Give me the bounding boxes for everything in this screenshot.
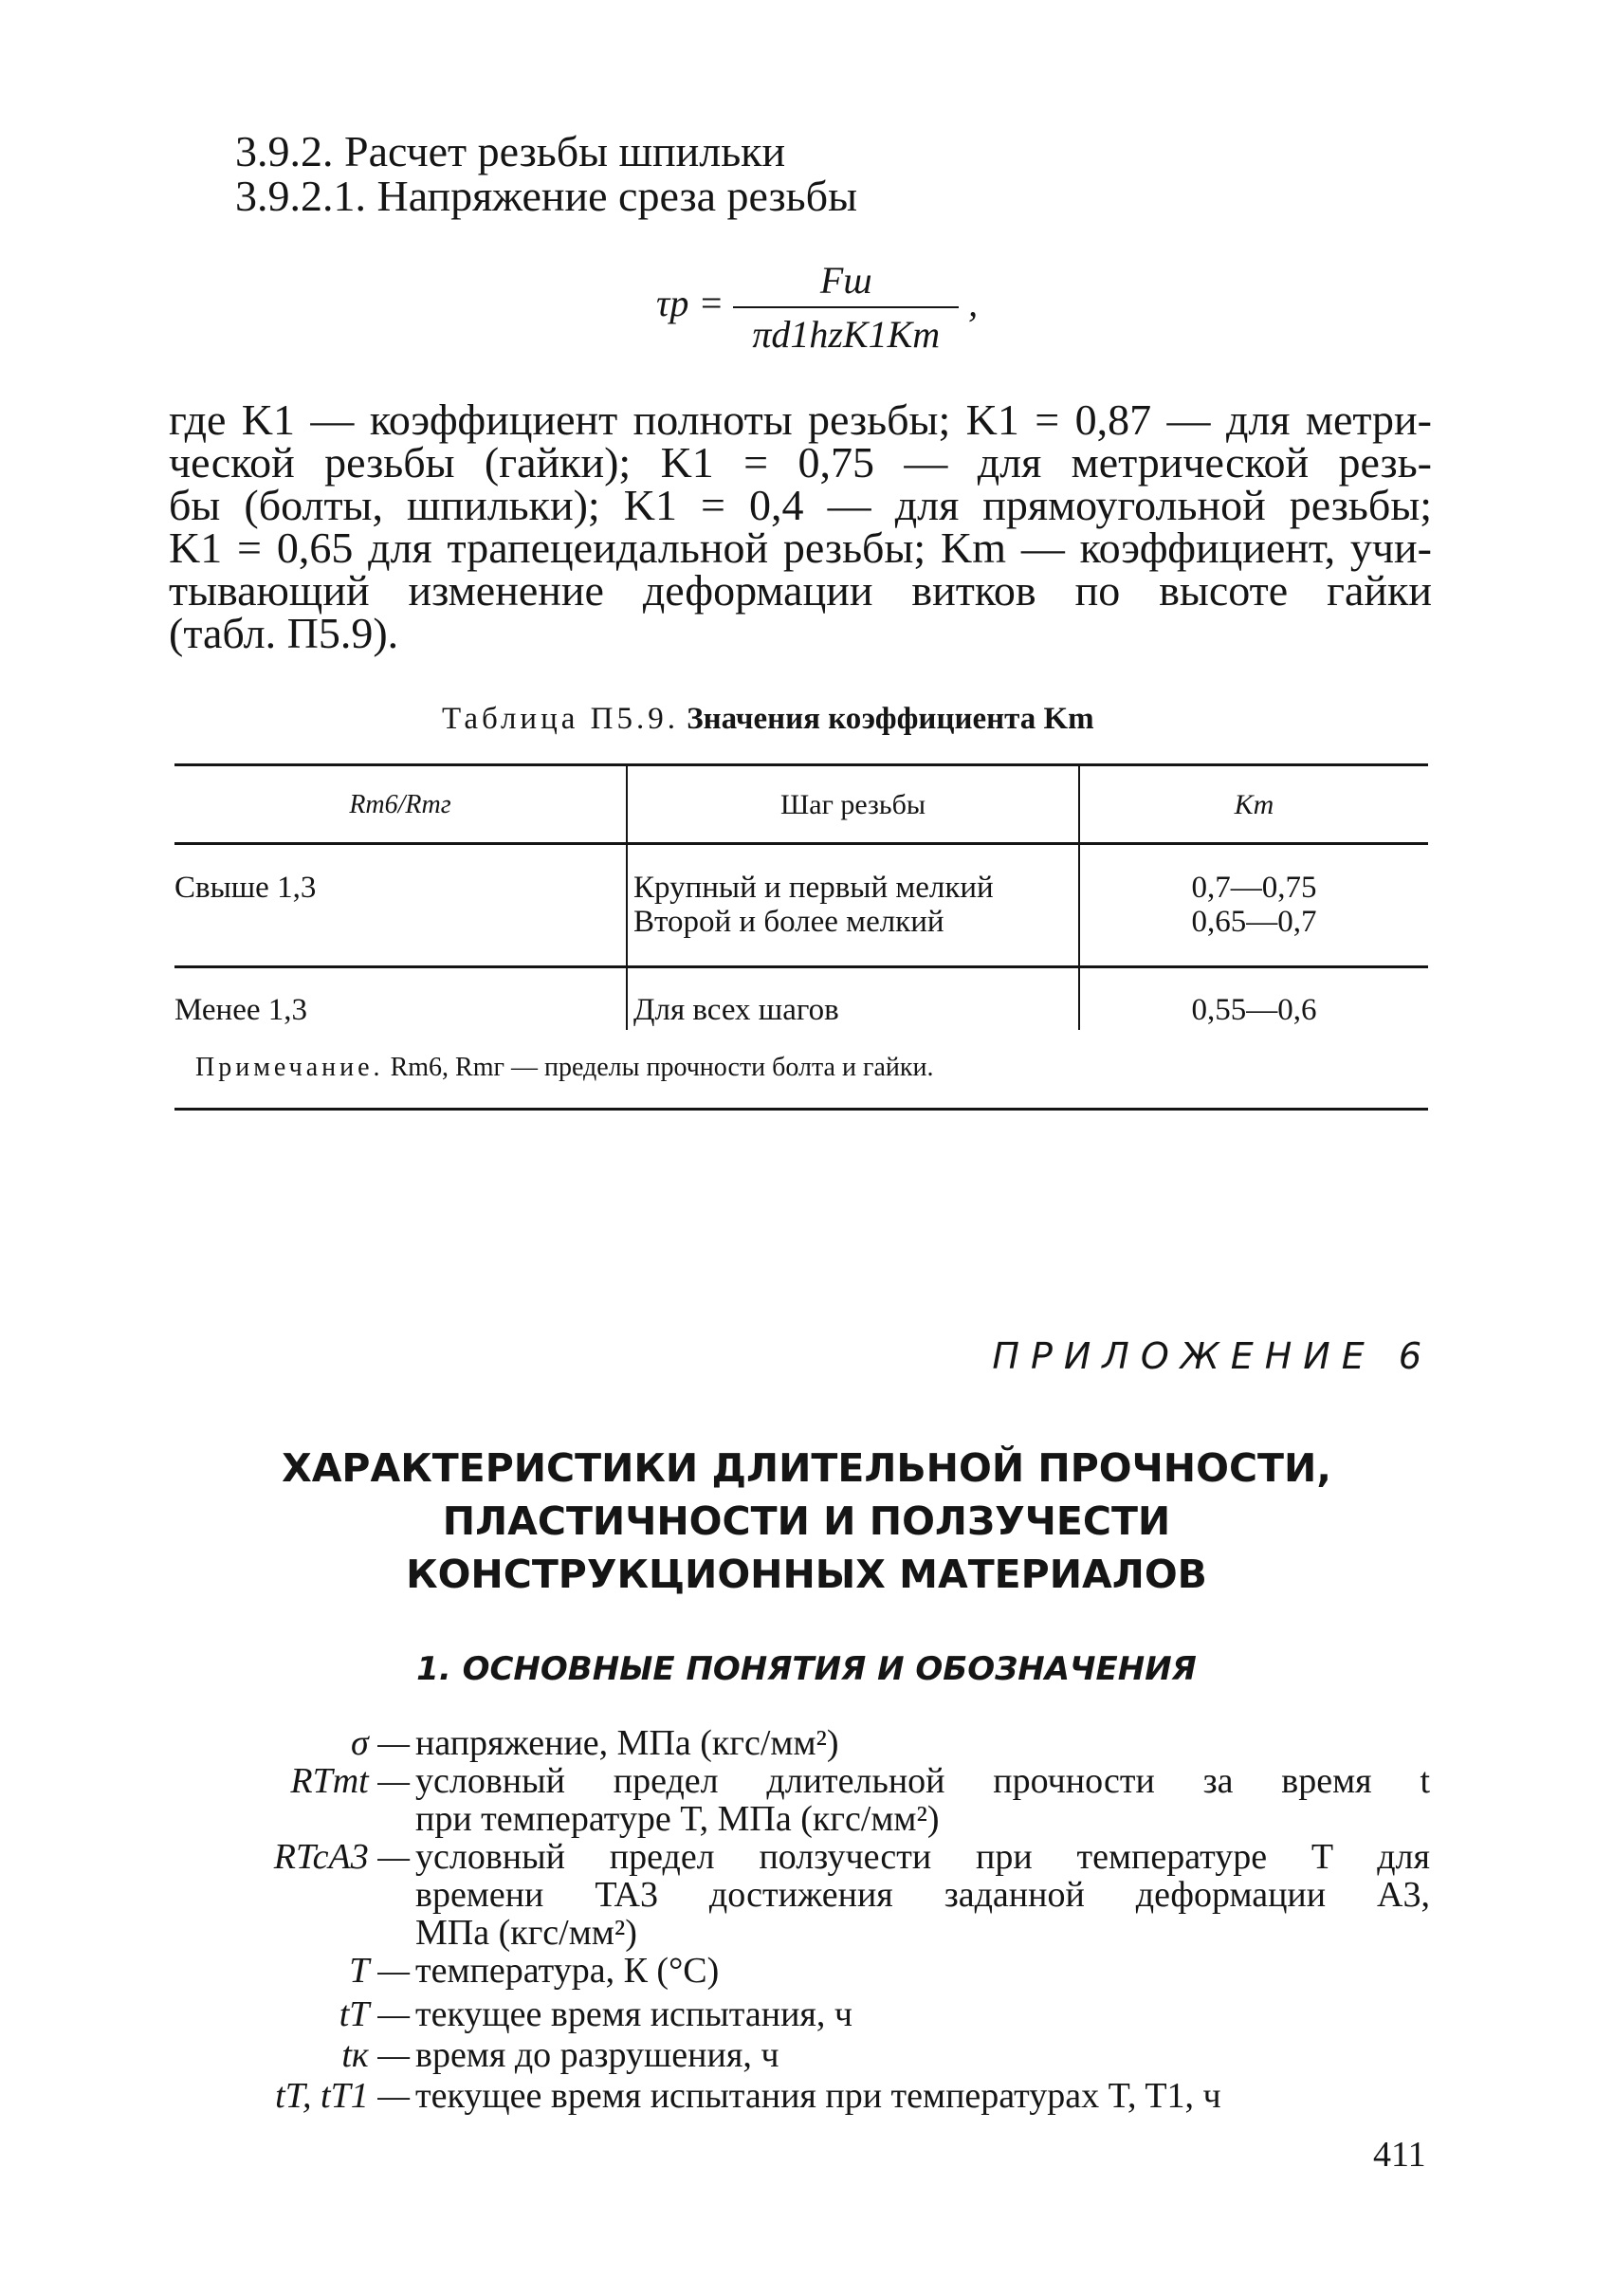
formula-numerator: Fш bbox=[733, 258, 959, 308]
formula-lhs: τp = bbox=[656, 282, 724, 325]
definition-symbol: RTmt — bbox=[290, 1761, 410, 1801]
definition-symbol: σ — bbox=[350, 1723, 410, 1763]
definition-item bbox=[349, 1951, 1430, 1991]
paragraph-line: тывающий изменение деформации витков по высоте гайки bbox=[169, 566, 1432, 615]
definition-text: напряжение, МПа (кгс/мм²) bbox=[415, 1723, 839, 1763]
paragraph-line: (табл. П5.9). bbox=[169, 609, 399, 657]
table-cell-pitch: Второй и более мелкий bbox=[633, 905, 944, 939]
definition-text: время до разрушения, ч bbox=[415, 2035, 779, 2075]
definition-text: при температуре T, МПа (кгс/мм²) bbox=[415, 1799, 940, 1839]
definition-item bbox=[273, 1837, 1430, 1953]
table-caption-prefix: Таблица П5.9. bbox=[442, 702, 679, 736]
table-header-km: Km bbox=[1234, 789, 1274, 820]
table-header-pitch: Шаг резьбы bbox=[779, 789, 926, 820]
definition-text: МПа (кгс/мм²) bbox=[415, 1913, 637, 1953]
definition-symbol: tT — bbox=[339, 1994, 410, 2034]
table-cell-km: 0,7—0,75 bbox=[1191, 871, 1317, 905]
paragraph-line: ческой резьбы (гайки); K1 = 0,75 — для метрической резь- bbox=[169, 438, 1432, 487]
explanation-paragraph bbox=[169, 395, 1432, 657]
table-caption-title: Значения коэффициента Km bbox=[687, 702, 1094, 736]
definition-text: температура, К (°С) bbox=[415, 1951, 720, 1991]
table-header-ratio: Rm6/Rmг bbox=[349, 790, 451, 819]
definition-item bbox=[290, 1761, 1430, 1839]
table-cell-ratio: Свыше 1,3 bbox=[174, 871, 317, 905]
table-cell-ratio: Менее 1,3 bbox=[174, 993, 308, 1027]
shear-stress-formula bbox=[656, 258, 978, 357]
table-top-rule bbox=[174, 763, 1428, 766]
definition-text: условный предел ползучести при температуре T для bbox=[415, 1837, 1430, 1877]
definition-item bbox=[350, 1723, 1430, 1763]
section-subheading: 3.9.2.1. Напряжение среза резьбы bbox=[235, 172, 857, 220]
table-note-text: Rm6, Rmг — пределы прочности болта и гайки. bbox=[390, 1053, 934, 1082]
definition-text: текущее время испытания при температурах T, T1, ч bbox=[415, 2076, 1221, 2116]
formula-trail: , bbox=[968, 282, 979, 325]
appendix-title-line: КОНСТРУКЦИОННЫХ МАТЕРИАЛОВ bbox=[406, 1552, 1207, 1597]
table-cell-km: 0,65—0,7 bbox=[1191, 905, 1317, 939]
formula-fraction bbox=[733, 258, 959, 357]
formula-denominator: πd1hzK1Km bbox=[752, 313, 941, 356]
definition-symbol: RTcA3 — bbox=[273, 1837, 410, 1877]
paragraph-line: бы (болты, шпильки); K1 = 0,4 — для прямоугольной резьбы; bbox=[169, 481, 1432, 529]
page-number: 411 bbox=[1373, 2135, 1426, 2175]
appendix-title-line: ХАРАКТЕРИСТИКИ ДЛИТЕЛЬНОЙ ПРОЧНОСТИ, bbox=[282, 1445, 1331, 1491]
definition-text: условный предел длительной прочности за время t bbox=[415, 1761, 1430, 1801]
paragraph-line: K1 = 0,65 для трапецеидальной резьбы; Km — коэффициент, учи- bbox=[169, 523, 1432, 572]
definition-text: времени TA3 достижения заданной деформации A3, bbox=[415, 1875, 1430, 1915]
definition-symbol: T — bbox=[349, 1951, 410, 1991]
table-bottom-rule bbox=[174, 1108, 1428, 1111]
table-header-rule bbox=[174, 842, 1428, 845]
paragraph-line: где K1 — коэффициент полноты резьбы; K1 = 0,87 — для метри- bbox=[169, 395, 1432, 444]
appendix-title bbox=[0, 1442, 1613, 1601]
definition-text: текущее время испытания, ч bbox=[415, 1994, 852, 2034]
section-heading: 3.9.2. Расчет резьбы шпильки bbox=[235, 127, 786, 175]
section-title: 1. ОСНОВНЫЕ ПОНЯТИЯ И ОБОЗНАЧЕНИЯ bbox=[416, 1650, 1197, 1688]
table-note bbox=[195, 1053, 933, 1083]
appendix-title-line: ПЛАСТИЧНОСТИ И ПОЛЗУЧЕСТИ bbox=[442, 1498, 1171, 1544]
definition-symbol: tT, tT1 — bbox=[275, 2076, 410, 2116]
appendix-label: ПРИЛОЖЕНИЕ 6 bbox=[992, 1335, 1433, 1377]
table-caption bbox=[442, 702, 1094, 737]
table-note-label: Примечание. bbox=[195, 1053, 384, 1082]
definition-symbol: tк — bbox=[341, 2035, 410, 2075]
table-cell-pitch: Крупный и первый мелкий bbox=[633, 871, 994, 905]
definition-item bbox=[341, 2035, 1430, 2075]
table-cell-pitch: Для всех шагов bbox=[633, 993, 839, 1027]
table-row-rule bbox=[174, 965, 1428, 968]
definition-item bbox=[339, 1994, 1430, 2034]
definition-item bbox=[275, 2076, 1430, 2116]
table-cell-km: 0,55—0,6 bbox=[1191, 993, 1317, 1027]
